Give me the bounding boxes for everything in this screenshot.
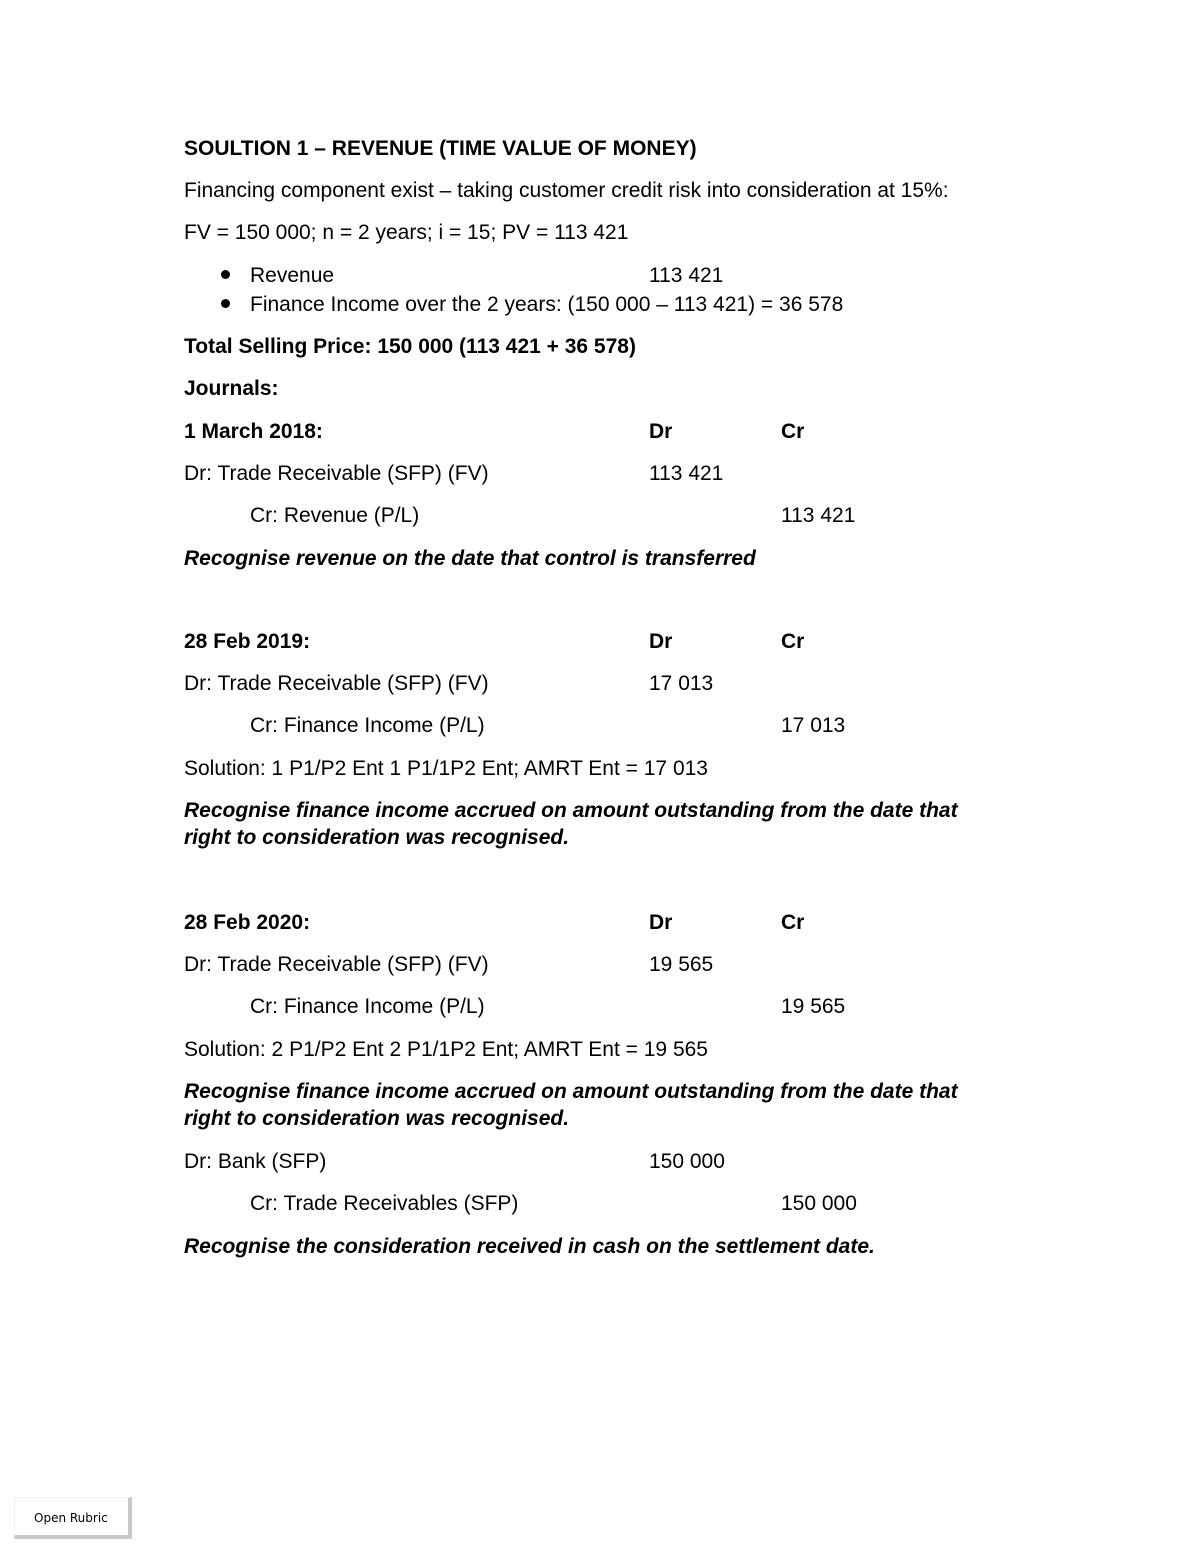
bullet-label: Finance Income over the 2 years: (150 000 – 113 421) = 36 578 <box>250 293 844 316</box>
debit-account: Dr: Trade Receivable (SFP) (FV) <box>184 672 489 695</box>
intro-text: Financing component exist – taking customer credit risk into consideration at 15%: <box>184 179 949 202</box>
bullet-label: Revenue <box>250 264 335 287</box>
dr-column-header: Dr <box>649 420 673 443</box>
settlement-debit-account: Dr: Bank (SFP) <box>184 1150 327 1173</box>
dr-column-header: Dr <box>649 630 673 653</box>
bullet-dot-icon <box>221 270 230 279</box>
settlement-debit-amount: 150 000 <box>649 1150 725 1173</box>
journals-heading: Journals: <box>184 377 279 400</box>
page-title: SOULTION 1 – REVENUE (TIME VALUE OF MONEY) <box>184 137 697 160</box>
journal-narration: Recognise finance income accrued on amount outstanding from the date that <box>184 799 958 822</box>
credit-amount: 19 565 <box>781 995 846 1018</box>
credit-account: Cr: Finance Income (P/L) <box>250 995 485 1018</box>
cr-column-header: Cr <box>781 911 805 934</box>
open-rubric-label: Open Rubric <box>34 1511 108 1525</box>
debit-account: Dr: Trade Receivable (SFP) (FV) <box>184 462 489 485</box>
credit-account: Cr: Finance Income (P/L) <box>250 714 485 737</box>
formula-text: FV = 150 000; n = 2 years; i = 15; PV = 113 421 <box>184 221 629 244</box>
solution-text: Solution: 2 P1/P2 Ent 2 P1/1P2 Ent; AMRT Ent = 19 565 <box>184 1038 708 1061</box>
total-selling-price: Total Selling Price: 150 000 (113 421 + 36 578) <box>184 335 636 358</box>
cr-column-header: Cr <box>781 420 805 443</box>
bullet-dot-icon <box>221 299 230 308</box>
journal-narration-continued: right to consideration was recognised. <box>184 1107 570 1130</box>
journal-narration: Recognise revenue on the date that control is transferred <box>184 547 756 570</box>
bullet-value: 113 421 <box>649 264 724 287</box>
credit-amount: 17 013 <box>781 714 846 737</box>
journal-narration-continued: right to consideration was recognised. <box>184 826 570 849</box>
journal-narration: Recognise finance income accrued on amount outstanding from the date that <box>184 1080 958 1103</box>
journal-date: 28 Feb 2019: <box>184 630 311 653</box>
cr-column-header: Cr <box>781 630 805 653</box>
journal-date: 28 Feb 2020: <box>184 911 311 934</box>
credit-account: Cr: Revenue (P/L) <box>250 504 420 527</box>
credit-amount: 113 421 <box>781 504 856 527</box>
debit-account: Dr: Trade Receivable (SFP) (FV) <box>184 953 489 976</box>
debit-amount: 19 565 <box>649 953 714 976</box>
journal-date: 1 March 2018: <box>184 420 323 443</box>
settlement-credit-amount: 150 000 <box>781 1192 857 1215</box>
settlement-narration: Recognise the consideration received in cash on the settlement date. <box>184 1235 875 1258</box>
debit-amount: 113 421 <box>649 462 724 485</box>
debit-amount: 17 013 <box>649 672 714 695</box>
open-rubric-button[interactable] <box>14 1497 132 1539</box>
solution-text: Solution: 1 P1/P2 Ent 1 P1/1P2 Ent; AMRT Ent = 17 013 <box>184 757 708 780</box>
dr-column-header: Dr <box>649 911 673 934</box>
settlement-credit-account: Cr: Trade Receivables (SFP) <box>250 1192 519 1215</box>
